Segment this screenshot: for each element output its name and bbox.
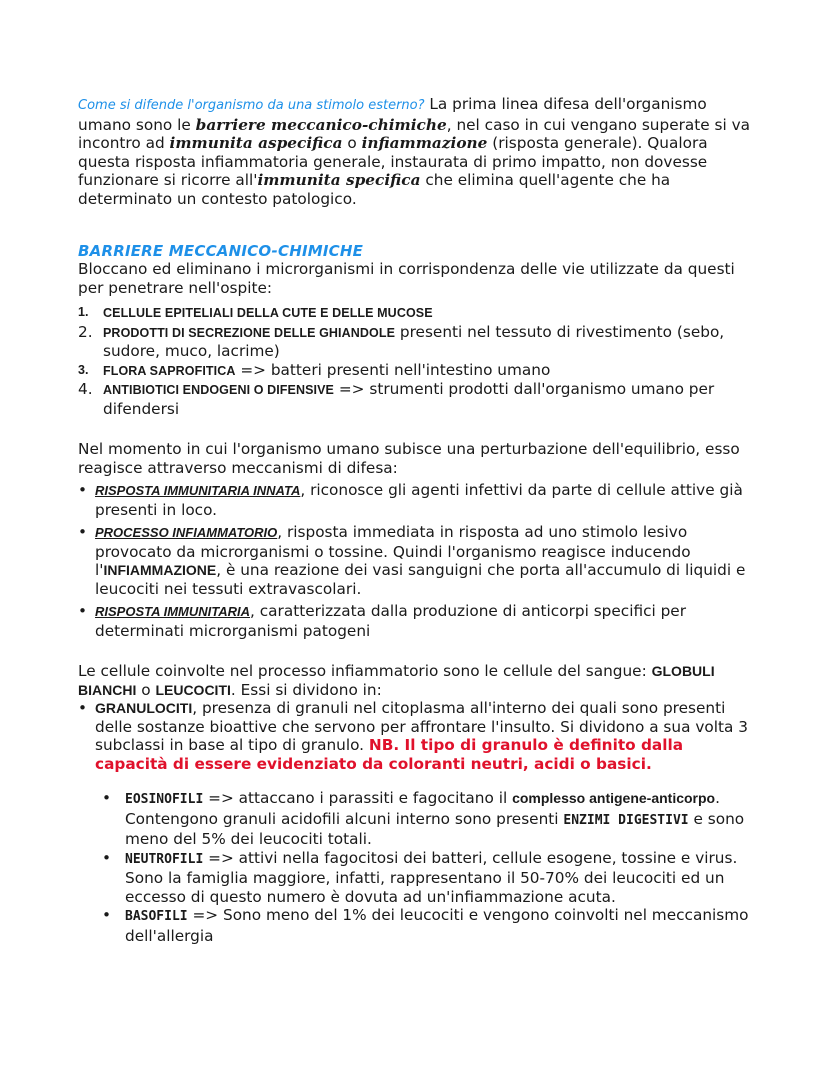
item-number: 4.	[78, 380, 93, 398]
cells-text-part: . Essi si dividono in:	[230, 680, 382, 699]
intro-paragraph	[78, 95, 758, 208]
item-text: , presenza di granuli nel citoplasma all'interno dei quali sono presenti delle sostanze bioattive che servono per affrontare l'insulto. Si dividono a sua volta 3 subclassi in base al tipo di granulo.	[95, 699, 748, 754]
cells-text-part: Le cellule coinvolte nel processo infiammatorio sono le cellule del sangue:	[78, 662, 652, 680]
item-text: , caratterizzata dalla produzione di anticorpi specifici per determinati microrganismi patogeni	[95, 602, 687, 640]
list-item	[78, 602, 758, 640]
intro-text: , nel caso in cui vengano superate si va incontro ad	[78, 115, 751, 152]
term-complex: complesso antigene-anticorpo	[512, 790, 716, 806]
list-item	[78, 789, 758, 849]
nb-text: Il tipo di granulo è definito dalla capacità di essere evidenziato da coloranti neutri, acidi o basici.	[95, 736, 684, 773]
term-leukocytes: LEUCOCITI	[155, 681, 231, 698]
bullet-icon: •	[102, 848, 112, 867]
cells-text-part: o	[136, 680, 156, 699]
list-item	[78, 699, 758, 945]
item-text: , risposta immediata in risposta ad uno stimolo lesivo provocato da microrganismi o tossine. Quindi l'organismo reagisce inducendo l'	[95, 523, 691, 579]
item-number: 3.	[78, 362, 89, 377]
item-text: e sono meno del 5% dei leucociti totali.	[125, 809, 745, 848]
term-specific: immunita specifica	[257, 171, 421, 189]
list-item	[78, 906, 758, 945]
item-title: PROCESSO INFIAMMATORIO	[95, 525, 278, 540]
item-title: RISPOSTA IMMUNITARIA INNATA	[95, 483, 301, 498]
nb-label: NB.	[368, 736, 400, 754]
item-text: presenti nel tessuto di rivestimento (sebo, sudore, muco, lacrime)	[103, 322, 725, 360]
item-text: => Sono meno del 1% dei leucociti e vengono coinvolti nel meccanismo dell'allergia	[125, 906, 749, 945]
barriers-list	[78, 303, 758, 418]
list-item	[78, 380, 758, 418]
item-number: 2.	[78, 322, 93, 341]
item-title: ANTIBIOTICI ENDOGENI O DIFENSIVE	[103, 383, 334, 397]
list-item	[78, 523, 758, 598]
item-title: FLORA SAPROFITICA	[103, 363, 236, 378]
list-item	[78, 303, 758, 323]
granulocyte-sublist	[78, 789, 758, 945]
bullet-icon: •	[102, 789, 112, 807]
item-text: . Contengono granuli acidofili alcuni interno sono presenti	[125, 789, 720, 828]
item-text: => batteri presenti nell'intestino umano	[235, 360, 551, 379]
defense-list	[78, 481, 758, 640]
item-title: GRANULOCITI	[95, 700, 193, 716]
item-title: CELLULE EPITELIALI DELLA CUTE E DELLE MUCOSE	[103, 306, 433, 320]
item-text: , riconosce gli agenti infettivi da parte di cellule attive già presenti in loco.	[95, 481, 743, 519]
intro-question: Come si difende l'organismo da una stimolo esterno?	[78, 98, 425, 113]
item-title: BASOFILI	[125, 909, 188, 924]
item-text: => strumenti prodotti dall'organismo umano per difendersi	[103, 380, 715, 418]
intro-text: La prima linea difesa dell'organismo umano sono le	[78, 95, 707, 134]
intro-text: (risposta generale). Qualora questa risposta infiammatoria generale, instaurata di primo impatto, non dovesse funzionare si ricorre all'	[78, 134, 708, 189]
bullet-icon: •	[102, 906, 112, 924]
item-title: NEUTROFILI	[125, 851, 204, 867]
cells-list	[78, 699, 758, 945]
section-heading-barriers: BARRIERE MECCANICO-CHIMICHE	[78, 242, 364, 260]
intro-text: o	[342, 134, 362, 152]
item-text: , è una reazione dei vasi sanguigni che porta all'accumulo di liquidi e leucociti nei tessuti extravascolari.	[95, 561, 746, 598]
item-title: EOSINOFILI	[125, 792, 204, 807]
item-number: 1.	[78, 305, 89, 319]
bullet-icon: •	[78, 481, 88, 499]
item-text: => attaccano i parassiti e fagocitano il	[203, 789, 513, 807]
barriers-text: Bloccano ed eliminano i microrganismi in corrispondenza delle vie utilizzate da questi per penetrare nell'ospite:	[78, 260, 735, 297]
term-inflammation-caps: INFIAMMAZIONE	[103, 562, 217, 578]
term-aspecific: immunita aspecifica	[169, 134, 343, 152]
cells-text	[78, 662, 758, 699]
list-item	[78, 849, 758, 907]
document-page	[78, 95, 758, 945]
defense-text: Nel momento in cui l'organismo umano subisce una perturbazione dell'equilibrio, esso reagisce attraverso meccanismi di difesa:	[78, 440, 740, 477]
item-text: => attivi nella fagocitosi dei batteri, cellule esogene, tossine e virus. Sono la famiglia maggiore, infatti, rappresentano il 50-70% dei leucociti ed un eccesso di questo numero è dovuta ad un'infiammazione acuta.	[125, 848, 738, 906]
item-title: PRODOTTI DI SECREZIONE DELLE GHIANDOLE	[103, 325, 396, 340]
bullet-icon: •	[78, 523, 88, 541]
item-title: RISPOSTA IMMUNITARIA	[95, 604, 251, 619]
bullet-icon: •	[78, 699, 88, 717]
list-item	[78, 361, 758, 381]
term-barriers: barriere meccanico-chimiche	[195, 115, 447, 134]
term-white-cells: GLOBULI BIANCHI	[78, 663, 715, 698]
term-inflammation: infiammazione	[361, 134, 488, 152]
bullet-icon: •	[78, 602, 88, 620]
term-enzymes: ENZIMI DIGESTIVI	[563, 812, 689, 828]
intro-text: che elimina quell'agente che ha determinato un contesto patologico.	[78, 171, 671, 208]
list-item	[78, 481, 758, 519]
list-item	[78, 323, 758, 361]
